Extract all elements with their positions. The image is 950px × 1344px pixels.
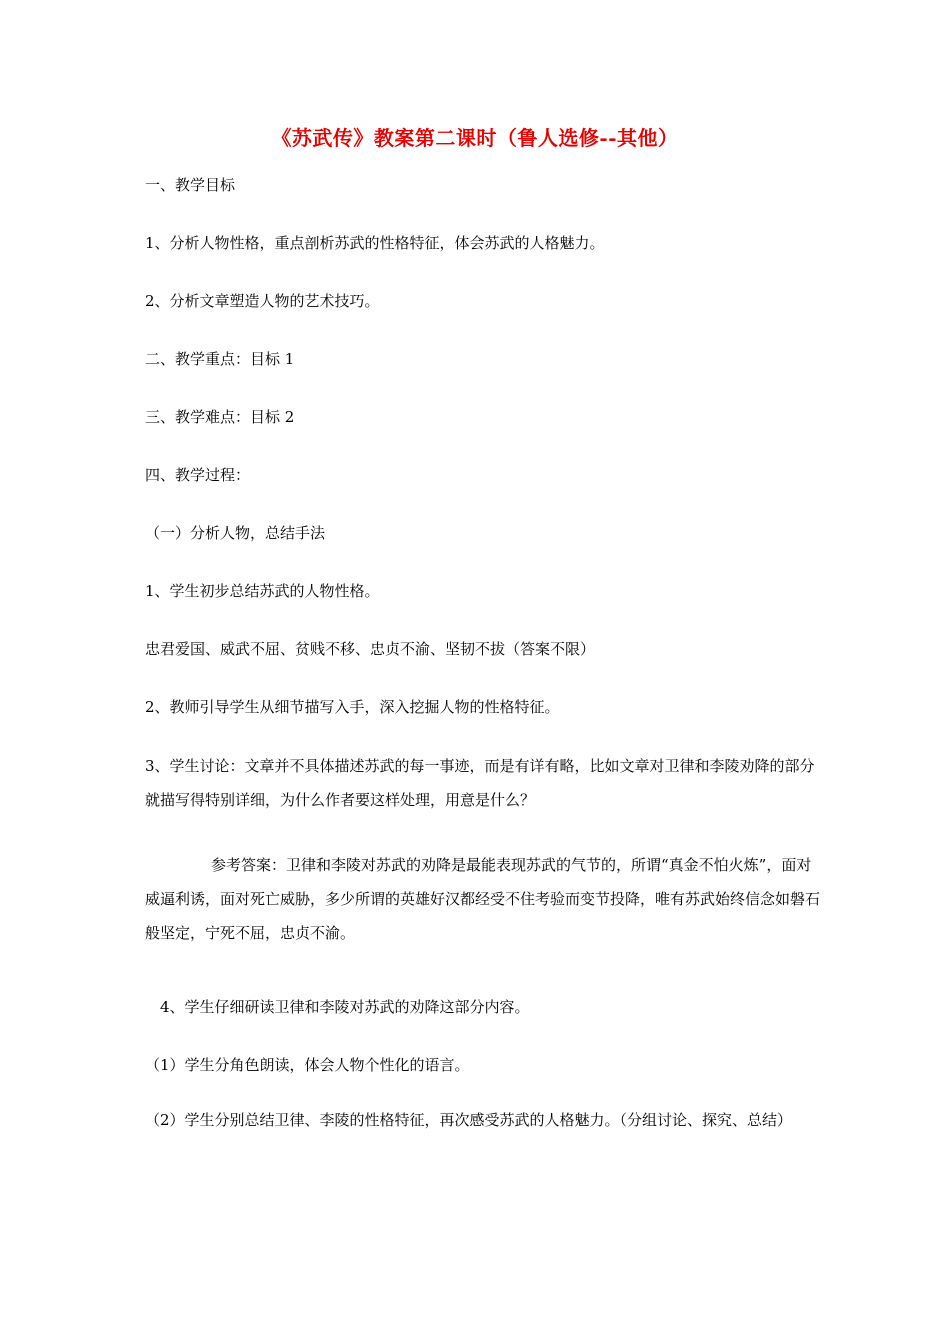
document-title: 《苏武传》教案第二课时（鲁人选修--其他） <box>271 126 679 150</box>
section-heading-process: 四、教学过程： <box>145 466 251 484</box>
step-3-discussion-question: 3、学生讨论：文章并不具体描述苏武的每一事迹，而是有详有略，比如文章对卫律和李陵劝降的部分就描写得特别详细，为什么作者要这样处理，用意是什么？ <box>145 757 815 809</box>
step-4: 4、学生仔细研读卫律和李陵对苏武的劝降这部分内容。 <box>160 998 530 1016</box>
substep-2: （2）学生分别总结卫律、李陵的性格特征，再次感受苏武的人格魅力。（分组讨论、探究、总结） <box>145 1111 793 1129</box>
objective-2: 2、分析文章塑造人物的艺术技巧。 <box>145 292 380 310</box>
section-heading-difficulties: 三、教学难点：目标 2 <box>145 408 295 426</box>
reference-answer: 参考答案：卫律和李陵对苏武的劝降是最能表现苏武的气节的，所谓“真金不怕火炼”，面对威逼利诱，面对死亡威胁，多少所谓的英雄好汉都经受不住考验而变节投降，唯有苏武始终信念如磐石般坚定，宁死不屈，忠贞不渝。 <box>145 856 821 942</box>
step-1: 1、学生初步总结苏武的人物性格。 <box>145 582 380 600</box>
section-heading-objectives: 一、教学目标 <box>145 176 236 194</box>
substep-1: （1）学生分角色朗读，体会人物个性化的语言。 <box>145 1056 470 1074</box>
character-traits-answer: 忠君爱国、威武不屈、贫贱不移、忠贞不渝、坚韧不拔（答案不限） <box>145 640 596 658</box>
step-2: 2、教师引导学生从细节描写入手，深入挖掘人物的性格特征。 <box>145 698 560 716</box>
subsection-heading-analysis: （一）分析人物，总结手法 <box>145 524 326 542</box>
objective-1: 1、分析人物性格，重点剖析苏武的性格特征，体会苏武的人格魅力。 <box>145 234 605 252</box>
section-heading-key-points: 二、教学重点：目标 1 <box>145 350 295 368</box>
